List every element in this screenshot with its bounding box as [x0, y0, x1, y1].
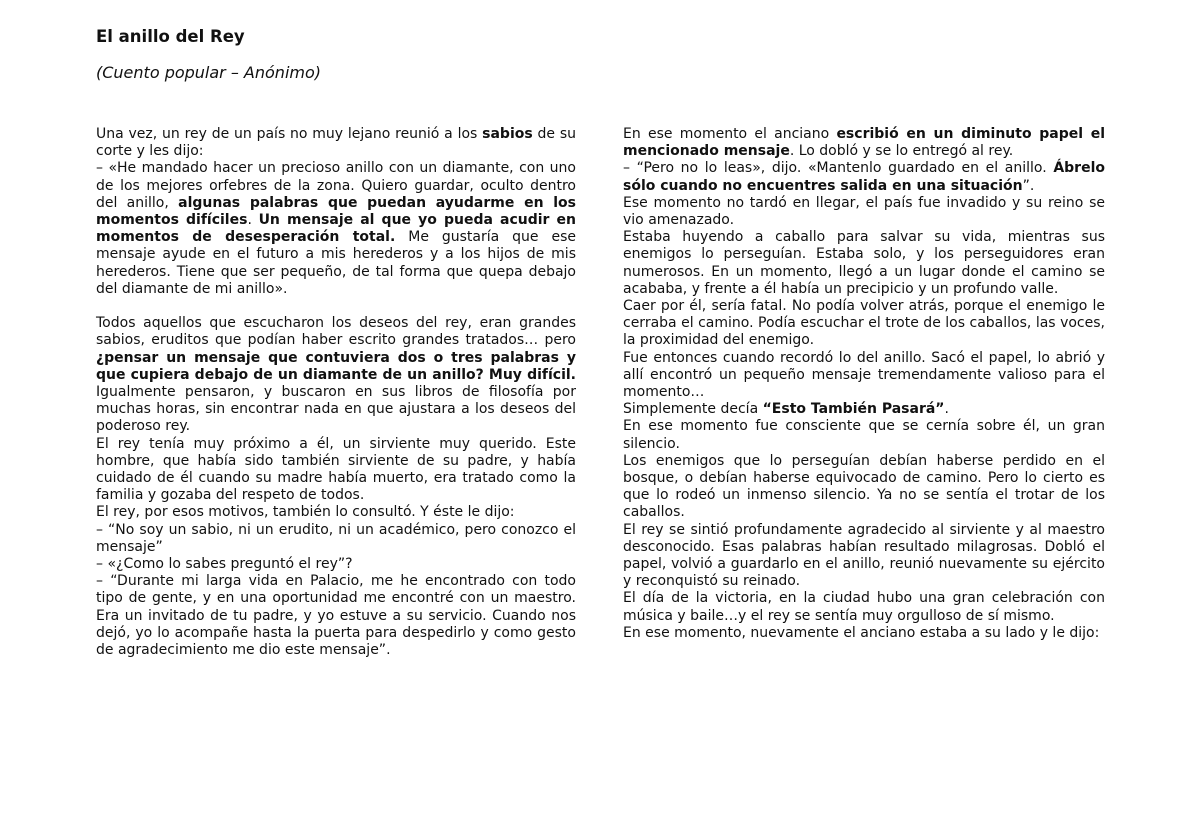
- paragraph: En ese momento fue consciente que se cernía sobre él, un gran silencio.: [623, 418, 1105, 452]
- paragraph: Una vez, un rey de un país no muy lejano reunió a los sabios de su corte y les dijo:: [96, 126, 576, 160]
- paragraph: Caer por él, sería fatal. No podía volver atrás, porque el enemigo le cerraba el camino. Podía escuchar el trote de los caballos, las voces, la proximidad del enemigo.: [623, 298, 1105, 349]
- paragraph: Estaba huyendo a caballo para salvar su vida, mientras sus enemigos lo perseguían. Estaba solo, y los perseguidores eran numerosos. En un momento, llegó a un lugar donde el camino se acababa, y frente a él había un precipicio y un profundo valle.: [623, 229, 1105, 297]
- paragraph: El rey se sintió profundamente agradecido al sirviente y al maestro desconocido. Esas palabras habían resultado milagrosas. Dobló el papel, volvió a guardarlo en el anillo, reunió nuevamente su ejército y reconquistó su reinado.: [623, 521, 1105, 590]
- paragraph: – «He mandado hacer un precioso anillo con un diamante, con uno de los mejores orfebres de la zona. Quiero guardar, oculto dentro del anillo, algunas palabras que puedan ayudarme en los momentos difíciles. Un mensaje al que yo pueda acudir en momentos de desesperación total. Me gustaría que ese mensaje ayude en el futuro a mis herederos y a los hijos de mis herederos. Tiene que ser pequeño, de tal forma que quepa debajo del diamante de mi anillo».: [96, 160, 577, 297]
- paragraph: – “Pero no lo leas», dijo. «Mantenlo guardado en el anillo. Ábrelo sólo cuando no encuentres salida en una situación”.: [623, 160, 1105, 194]
- paragraph: Los enemigos que lo perseguían debían haberse perdido en el bosque, o debían haberse equivocado de camino. Pero lo cierto es que lo rodeó un inmenso silencio. Ya no se sentía el trotar de los caballos.: [623, 452, 1105, 521]
- paragraph: En ese momento el anciano escribió en un diminuto papel el mencionado mensaje. Lo dobló y se lo entregó al rey.: [623, 126, 1105, 160]
- paragraph: – “No soy un sabio, ni un erudito, ni un académico, pero conozco el mensaje”: [96, 521, 576, 555]
- paragraph: Ese momento no tardó en llegar, el país fue invadido y su reino se vio amenazado.: [623, 194, 1105, 229]
- paragraph: Fue entonces cuando recordó lo del anillo. Sacó el papel, lo abrió y allí encontró un pequeño mensaje tremendamente valioso para el momento…: [623, 349, 1105, 401]
- left-column: [96, 126, 576, 659]
- paragraph: En ese momento, nuevamente el anciano estaba a su lado y le dijo:: [623, 624, 1100, 641]
- paragraph: Todos aquellos que escucharon los deseos del rey, eran grandes sabios, eruditos que podían haber escrito grandes tratados… pero ¿pensar un mensaje que contuviera dos o tres palabras y que cupiera debajo de un diamante de un anillo? Muy difícil. Igualmente pensaron, y buscaron en sus libros de filosofía por muchas horas, sin encontrar nada en que ajustara a los deseos del poderoso rey.: [96, 315, 576, 435]
- paragraph: El rey tenía muy próximo a él, un sirviente muy querido. Este hombre, que había sido también sirviente de su padre, y había cuidado de él cuando su madre había muerto, era tratado como la familia y gozaba del respeto de todos.: [96, 435, 576, 504]
- document-subtitle: (Cuento popular – Anónimo): [96, 63, 322, 82]
- document-title: El anillo del Rey: [96, 27, 245, 46]
- paragraph: El día de la victoria, en la ciudad hubo una gran celebración con música y baile…y el rey se sentía muy orgulloso de sí mismo.: [623, 590, 1105, 624]
- paragraph: El rey, por esos motivos, también lo consultó. Y éste le dijo:: [96, 504, 515, 521]
- paragraph: – “Durante mi larga vida en Palacio, me he encontrado con todo tipo de gente, y en una oportunidad me encontré con un maestro. Era un invitado de tu padre, y yo estuve a su servicio. Cuando nos dejó, yo lo acompañe hasta la puerta para despedirlo y como gesto de agradecimiento me dio este mensaje”.: [96, 573, 576, 659]
- right-column: [623, 126, 1105, 642]
- paragraph: – «¿Como lo sabes preguntó el rey”?: [96, 556, 353, 573]
- paragraph: Simplemente decía “Esto También Pasará”.: [623, 401, 949, 418]
